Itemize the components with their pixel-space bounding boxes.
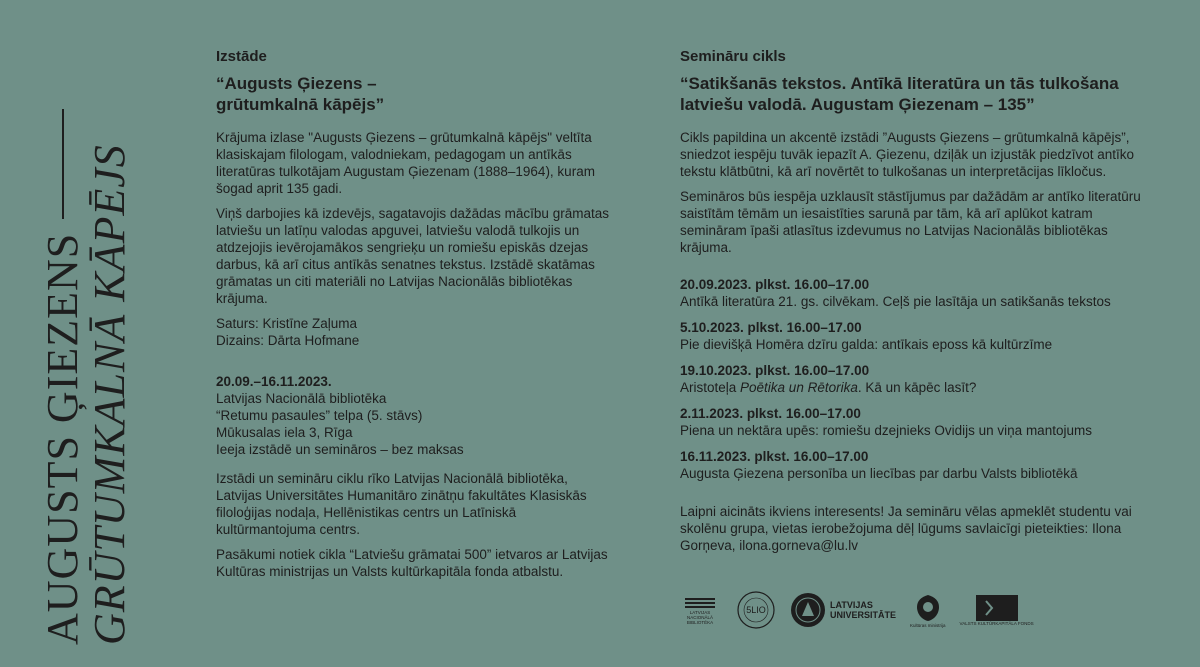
event-title: Antīkā literatūra 21. gs. cilvēkam. Ceļš pie lasītāja un satikšanās tekstos (680, 294, 1111, 309)
exhibition-dates: 20.09.–16.11.2023. (216, 374, 332, 389)
lu-emblem-icon (790, 592, 826, 628)
title-rule (62, 109, 64, 219)
km-logo (910, 593, 946, 628)
seminar-event (680, 405, 1150, 439)
venue-line4: Ieeja izstādē un semināros – bez maksas (216, 442, 464, 457)
lnb-logo-text: LATVIJAS NACIONĀLĀ BIBLIOTĒKA (686, 609, 714, 625)
seminar-title-line2: latviešu valodā. Augustam Ģiezenam – 135” (680, 95, 1035, 114)
support-note: Pasākumi notiek cikla “Latviešu grāmatai 500” ietvaros ar Latvijas Kultūras ministrijas un Valsts kultūrkapitāla fonda atbalstu. (216, 547, 608, 579)
event-date: 19.10.2023. plkst. 16.00–17.00 (680, 363, 870, 378)
vertical-title-line2: GRŪTUMKALNĀ KĀPĒJS (85, 144, 134, 645)
exhibition-intro: Krājuma izlase "Augusts Ģiezens – grūtumkalnā kāpējs" veltīta klasiskajam filologam, valodniekam, pedagogam un antīkās literatūras tulkotājam Augustam Ģiezenam (1888–1964), kuram šogad aprit 135 gadi. (216, 130, 595, 196)
event-date: 2.11.2023. plkst. 16.00–17.00 (680, 406, 861, 421)
exhibition-label: Izstāde (216, 48, 267, 65)
event-title: Piena un nektāra upēs: romiešu dzejnieks Ovidijs un viņa mantojums (680, 423, 1092, 438)
credit-content: Saturs: Kristīne Zaļuma (216, 316, 358, 331)
invitation-text: Laipni aicināts ikviens interesents! Ja semināru vēlas apmeklēt studentu vai skolēnu grupa, vietas ierobežojuma dēļ lūgums savlaicīgi pieteikties: Ilona Gorņeva, ilona.gorneva@lu.lv (680, 504, 1132, 553)
badge-icon (736, 590, 776, 630)
seminar-intro: Cikls papildina un akcentē izstādi ”Augusts Ģiezens – grūtumkalnā kāpējs”, sniedzot iespēju tuvāk iepazīt A. Ģiezenu, dziļāk un izjustāk piedzīvot antīko tekstu klātbūtni, kā arī novērtēt to tulkošanas un interpretācijas līkločus. (680, 130, 1135, 179)
seminar-column (680, 48, 1150, 562)
vkkf-logo (960, 595, 1034, 626)
exhibition-title-line2: grūtumkalnā kāpējs” (216, 95, 385, 114)
coat-of-arms-icon (911, 593, 945, 623)
km-logo-text: Kultūras ministrija (910, 622, 946, 628)
venue-line2: “Retumu pasaules” telpa (5. stāvs) (216, 408, 423, 423)
exhibition-description: Viņš darbojies kā izdevējs, sagatavojis dažādas mācību grāmatas latviešu un latīņu valodas apguvei, latviešu valodā tulkojis un atdzejojis ievērojamākos sengrieķu un romiešu episkās dzejas darbus, kā arī citus antīkās senatnes tekstus. Izstādē skatāmas grāmatas un citi materiāli no Latvijas Nacionālās bibliotēkas krājuma. (216, 206, 609, 306)
vertical-title-line1: AUGUSTS ĢIEZENS (38, 232, 87, 645)
seminar-title-line1: “Satikšanās tekstos. Antīkā literatūra un tās tulkošana (680, 74, 1119, 93)
event-date: 5.10.2023. plkst. 16.00–17.00 (680, 320, 862, 335)
seminar-title (680, 73, 1150, 115)
seminar-label: Semināru cikls (680, 48, 786, 65)
lu-logo-line1: LATVIJAS (830, 600, 873, 610)
lu-logo (790, 592, 896, 628)
exhibition-title-line1: “Augusts Ģiezens – (216, 74, 377, 93)
latvian-books-500-badge (736, 590, 776, 630)
seminar-event (680, 362, 1150, 396)
partner-logos (678, 585, 1038, 635)
vkkf-icon (976, 595, 1018, 621)
seminar-description: Semināros būs iespēja uzklausīt stāstījumus par dažādām ar antīko literatūru saistītām tēmām un iesaistīties sarunā par tām, kā arī aplūkot katram semināram īpaši atlasītus izdevumus no Latvijas Nacionālās bibliotēkas krājuma. (680, 189, 1141, 255)
credit-design: Dizains: Dārta Hofmane (216, 333, 360, 348)
lu-logo-line2: UNIVERSITĀTE (830, 610, 897, 620)
event-date: 20.09.2023. plkst. 16.00–17.00 (680, 277, 870, 292)
lnb-icon (683, 596, 717, 610)
seminar-event (680, 276, 1150, 310)
seminar-event (680, 319, 1150, 353)
venue-line3: Mūkusalas iela 3, Rīga (216, 425, 353, 440)
event-title: Aristoteļa Poētika un Rētorika. Kā un kāpēc lasīt? (680, 380, 977, 395)
lnb-logo (678, 596, 722, 625)
vertical-title (30, 35, 140, 645)
event-title: Augusta Ģiezena personība un liecības par darbu Valsts bibliotēkā (680, 466, 1078, 481)
vkkf-logo-text: VALSTS KULTŪRKAPITĀLA FONDS (959, 620, 1034, 626)
event-date: 16.11.2023. plkst. 16.00–17.00 (680, 449, 869, 464)
event-title: Pie dievišķā Homēra dzīru galda: antīkais eposs kā kultūrzīme (680, 337, 1053, 352)
exhibition-title (216, 73, 616, 115)
exhibition-column (216, 48, 616, 588)
organizers: Izstādi un semināru ciklu rīko Latvijas Nacionālā bibliotēka, Latvijas Universitātes Humanitāro zinātņu fakultātes Klasiskās filoloģijas nodaļa, Hellēnistikas centrs un Latīniskā kultūrmantojuma centrs. (216, 471, 587, 537)
venue-line1: Latvijas Nacionālā bibliotēka (216, 391, 387, 406)
badge-label: 5LIO (746, 605, 766, 615)
seminar-event (680, 448, 1150, 482)
